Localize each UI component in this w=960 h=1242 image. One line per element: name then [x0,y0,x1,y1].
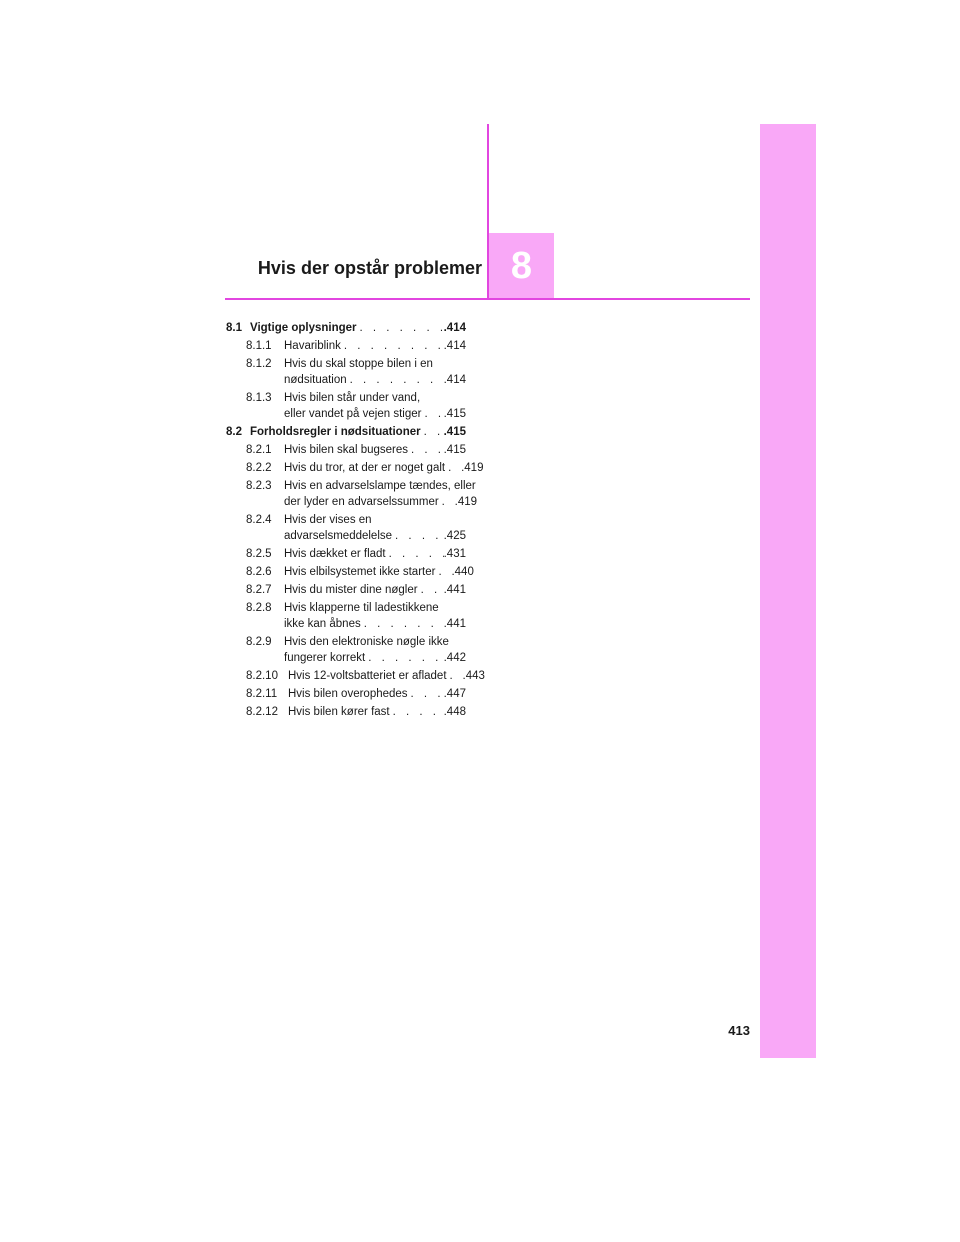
toc-subsection-entry[interactable] [226,686,466,702]
toc-entry-title: Hvis du skal stoppe bilen i en [284,358,433,370]
toc-page-number: .415 [443,444,466,456]
page-number: 413 [728,1023,750,1038]
chapter-title: Hvis der opstår problemer [257,258,482,278]
toc-page-number: .443 [462,670,485,682]
toc-entry-title: Hvis elbilsystemet ikke starter [284,566,436,578]
toc-dot-leader [365,650,443,666]
toc-page-number: .419 [454,496,478,508]
toc-section-entry[interactable] [226,320,466,336]
toc-subsection-entry[interactable] [226,390,466,422]
toc-subsection-entry[interactable] [226,546,466,562]
toc-dot-leader [445,460,461,476]
toc-entry-title: Hvis bilen står under vand, [284,392,421,404]
toc-dot-leader [421,406,443,422]
toc-subsection-entry[interactable] [226,338,466,354]
toc-entry-title: Forholdsregler i nødsituationer [250,426,421,438]
toc-entry-number: 8.2.5 [246,548,272,560]
toc-entry-number: 8.2.8 [246,602,272,614]
toc-entry-number: 8.2.3 [246,480,272,492]
toc-entry-title: fungerer korrekt [284,652,366,664]
toc-entry-title: Hvis dækket er fladt [284,548,386,560]
toc-entry-title: Hvis den elektroniske nøgle ikke [284,636,449,648]
toc-page-number: .419 [461,462,484,474]
toc-page-number: .414 [443,340,466,352]
toc-page-number: .414 [443,374,466,386]
toc-entry-number: 8.2.4 [246,514,272,526]
toc-subsection-entry[interactable] [226,704,466,720]
toc-entry-number: 8.2.9 [246,636,272,648]
toc-entry-number: 8.1.3 [246,392,272,404]
toc-dot-leader [435,564,451,580]
toc-subsection-entry[interactable] [226,582,466,598]
toc-page-number: .414 [443,322,466,334]
toc-entry-title: Hvis en advarselslampe tændes, eller [284,480,476,492]
toc-entry-title: Hvis 12-voltsbatteriet er afladet [288,670,447,682]
toc-entry-title: Hvis bilen skal bugseres [284,444,409,456]
toc-entry-number: 8.2.12 [246,706,278,718]
toc-entry-title: Hvis der vises en [284,514,372,526]
toc-entry-title: eller vandet på vejen stiger [284,408,422,420]
toc-entry-title: ikke kan åbnes [284,618,361,630]
toc-page-number: .415 [443,408,466,420]
toc-entry-number: 8.2.6 [246,566,272,578]
toc-entry-number: 8.2.11 [246,688,278,700]
toc-entry-title: der lyder en advarselssummer [284,496,439,508]
toc-dot-leader [386,546,444,562]
toc-page-number: .448 [443,706,466,718]
toc-subsection-entry[interactable] [226,634,466,666]
toc-entry-title: Hvis du tror, at der er noget galt [284,462,446,474]
toc-page-number: .425 [443,530,466,542]
toc-subsection-entry[interactable] [226,460,484,476]
toc-subsection-entry[interactable] [226,668,485,684]
toc-section-entry[interactable] [226,424,466,440]
toc-entry-title: Hvis klapperne til ladestikkene [284,602,439,614]
table-of-contents [226,320,485,722]
toc-dot-leader [408,442,444,458]
toc-entry-number: 8.2.1 [246,444,272,456]
toc-page-number: .447 [443,688,466,700]
toc-dot-leader [408,686,444,702]
toc-entry-number: 8.1 [226,322,242,334]
toc-dot-leader [418,582,444,598]
chapter-number-box [489,233,554,300]
toc-subsection-entry[interactable] [226,478,478,510]
toc-page-number: .415 [443,426,466,438]
toc-entry-number: 8.2 [226,426,242,438]
toc-dot-leader [392,528,444,544]
chapter-number: 8 [510,245,533,287]
toc-subsection-entry[interactable] [226,600,466,632]
header-horizontal-rule [225,298,750,300]
toc-dot-leader [347,372,444,388]
toc-page-number: .431 [443,548,466,560]
toc-entry-title: Hvis bilen overophedes [288,688,408,700]
toc-entry-title: Havariblink [284,340,341,352]
toc-dot-leader [361,616,444,632]
toc-subsection-entry[interactable] [226,512,466,544]
toc-dot-leader [421,424,444,440]
toc-entry-title: advarselsmeddelelse [284,530,393,542]
toc-page-number: .441 [443,618,466,630]
toc-entry-number: 8.1.2 [246,358,272,370]
toc-entry-title: Hvis bilen kører fast [288,706,390,718]
toc-entry-number: 8.2.7 [246,584,272,596]
toc-dot-leader [439,494,455,510]
toc-dot-leader [447,668,463,684]
toc-entry-title: nødsituation [284,374,347,386]
toc-subsection-entry[interactable] [226,442,466,458]
toc-page-number: .442 [443,652,466,664]
toc-dot-leader [341,338,444,354]
toc-dot-leader [357,320,444,336]
toc-entry-number: 8.2.10 [246,670,278,682]
toc-page-number: .440 [451,566,474,578]
toc-dot-leader [390,704,444,720]
toc-subsection-entry[interactable] [226,356,466,388]
chapter-side-tab [760,124,816,1058]
toc-entry-title: Vigtige oplysninger [250,322,357,334]
toc-entry-number: 8.1.1 [246,340,272,352]
toc-entry-number: 8.2.2 [246,462,272,474]
toc-page-number: .441 [443,584,466,596]
toc-entry-title: Hvis du mister dine nøgler [284,584,418,596]
toc-subsection-entry[interactable] [226,564,474,580]
